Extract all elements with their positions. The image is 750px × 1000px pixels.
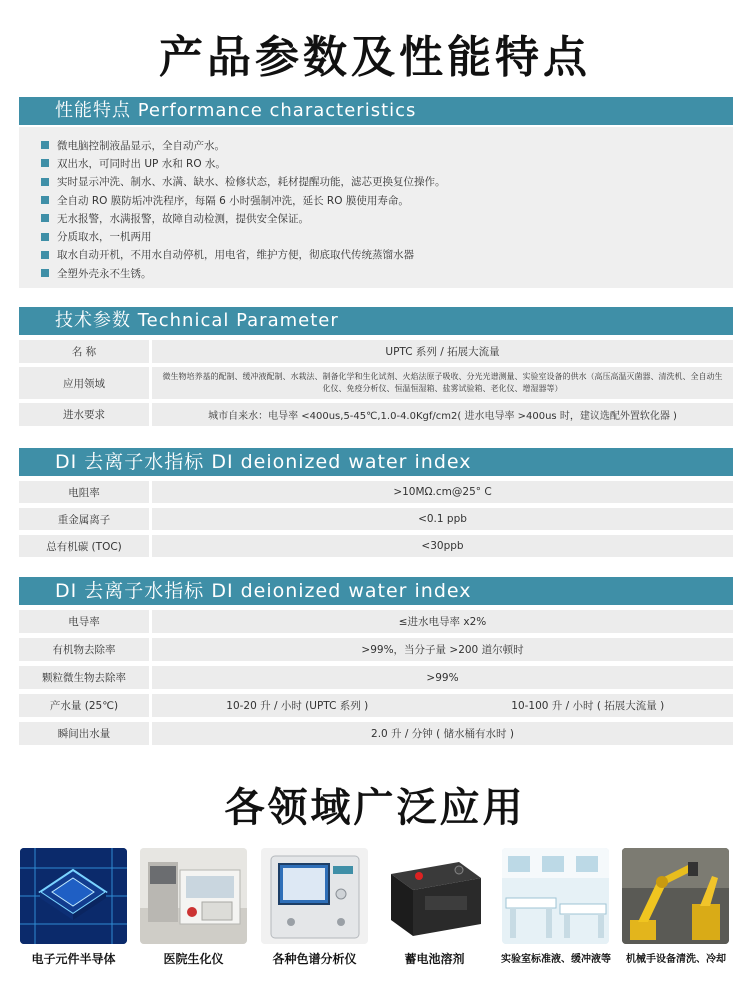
list-item: 取水自动开机，不用水自动停机，用电省，维护方便，彻底取代传统蒸馏水器 [41,246,733,264]
table-row [19,367,733,399]
row-label: 进水要求 [19,403,149,426]
flow-value-uptc: 10-20 升 / 小时 (UPTC 系列 ) [226,700,369,712]
table-row [19,508,733,530]
row-value: >99% [152,666,733,689]
di-index-heading: DI 去离子水指标 DI deionized water index [19,448,733,476]
flow-value-extended: 10-100 升 / 小时 ( 拓展大流量 ) [511,700,665,712]
square-bullet-icon [41,251,49,259]
table-row [19,666,733,689]
row-value: <0.1 ppb [152,508,733,530]
laboratory-icon [502,848,609,944]
list-item: 全自动 RO 膜防垢冲洗程序，每隔 6 小时强制冲洗，延长 RO 膜使用寿命。 [41,191,733,209]
table-row [19,694,733,717]
list-item: 微电脑控制液晶显示，全自动产水。 [41,136,733,154]
list-item: 无水报警，水满报警，故障自动检测，提供安全保证。 [41,209,733,227]
row-label: 电导率 [19,610,149,633]
square-bullet-icon [41,141,49,149]
square-bullet-icon [41,178,49,186]
applications-heading: 各领域广泛应用 [224,785,526,831]
row-label: 应用领域 [19,367,149,399]
list-item: 全塑外壳永不生锈。 [41,264,733,282]
robot-arm-icon [622,848,729,944]
row-label: 电阻率 [19,481,149,503]
square-bullet-icon [41,159,49,167]
page-title: 产品参数及性能特点 [159,32,591,83]
square-bullet-icon [41,214,49,222]
row-label: 总有机碳 (TOC) [19,535,149,557]
row-value: <30ppb [152,535,733,557]
row-label: 重金属离子 [19,508,149,530]
row-value: 微生物培养基的配制、缓冲液配制、水栽法、制备化学和生化试剂、火焰法原子吸收、分光光谱测量、实验室设备的供水（高压高温灭菌器、清洗机、全自动生化仪、免疫分析仪、恒温恒湿箱、盐雾试验箱、老化仪、增湿器等） [152,367,733,399]
row-value: 城市自来水：电导率 <400us,5-45℃,1.0-4.0Kgf/cm2( 进水电导率 >400us 时，建议选配外置软化器 ) [152,403,733,426]
table-row [19,340,733,363]
table-row [19,403,733,426]
technical-heading: 技术参数 Technical Parameter [19,307,733,335]
application-caption: 各种色谱分析仪 [272,952,357,966]
table-row [19,722,733,745]
row-value: UPTC 系列 / 拓展大流量 [152,340,733,363]
table-row [19,638,733,661]
table-row [19,535,733,557]
square-bullet-icon [41,269,49,277]
row-value: 2.0 升 / 分钟 ( 储水桶有水时 ) [152,722,733,745]
row-value: >99%，当分子量 >200 道尔顿时 [152,638,733,661]
row-value: >10MΩ.cm@25° C [152,481,733,503]
performance-list [19,127,733,288]
performance-heading: 性能特点 Performance characteristics [19,97,733,125]
application-caption: 电子元件半导体 [31,952,116,966]
row-label: 产水量 (25℃) [19,694,149,717]
row-label: 瞬间出水量 [19,722,149,745]
list-item: 实时显示冲洗、制水、水满、缺水、检修状态，耗材提醒功能，滤芯更换复位操作。 [41,173,733,191]
table-row [19,481,733,503]
row-label: 有机物去除率 [19,638,149,661]
battery-icon [381,848,488,944]
chip-icon [20,848,127,944]
list-item: 双出水，可同时出 UP 水和 RO 水。 [41,154,733,172]
row-value: ≤进水电导率 x2% [152,610,733,633]
application-caption: 蓄电池溶剂 [404,952,465,966]
lab-analyzer-icon [140,848,247,944]
chromatograph-icon [261,848,368,944]
application-caption: 医院生化仪 [163,952,224,966]
row-label: 名 称 [19,340,149,363]
row-value [152,694,733,717]
row-label: 颗粒微生物去除率 [19,666,149,689]
application-caption: 实验室标准液、缓冲液等 [501,954,611,965]
list-item: 分质取水，一机两用 [41,227,733,245]
square-bullet-icon [41,196,49,204]
square-bullet-icon [41,233,49,241]
table-row [19,610,733,633]
application-caption: 机械手设备清洗、冷却 [626,954,726,965]
di-index-heading: DI 去离子水指标 DI deionized water index [19,577,733,605]
